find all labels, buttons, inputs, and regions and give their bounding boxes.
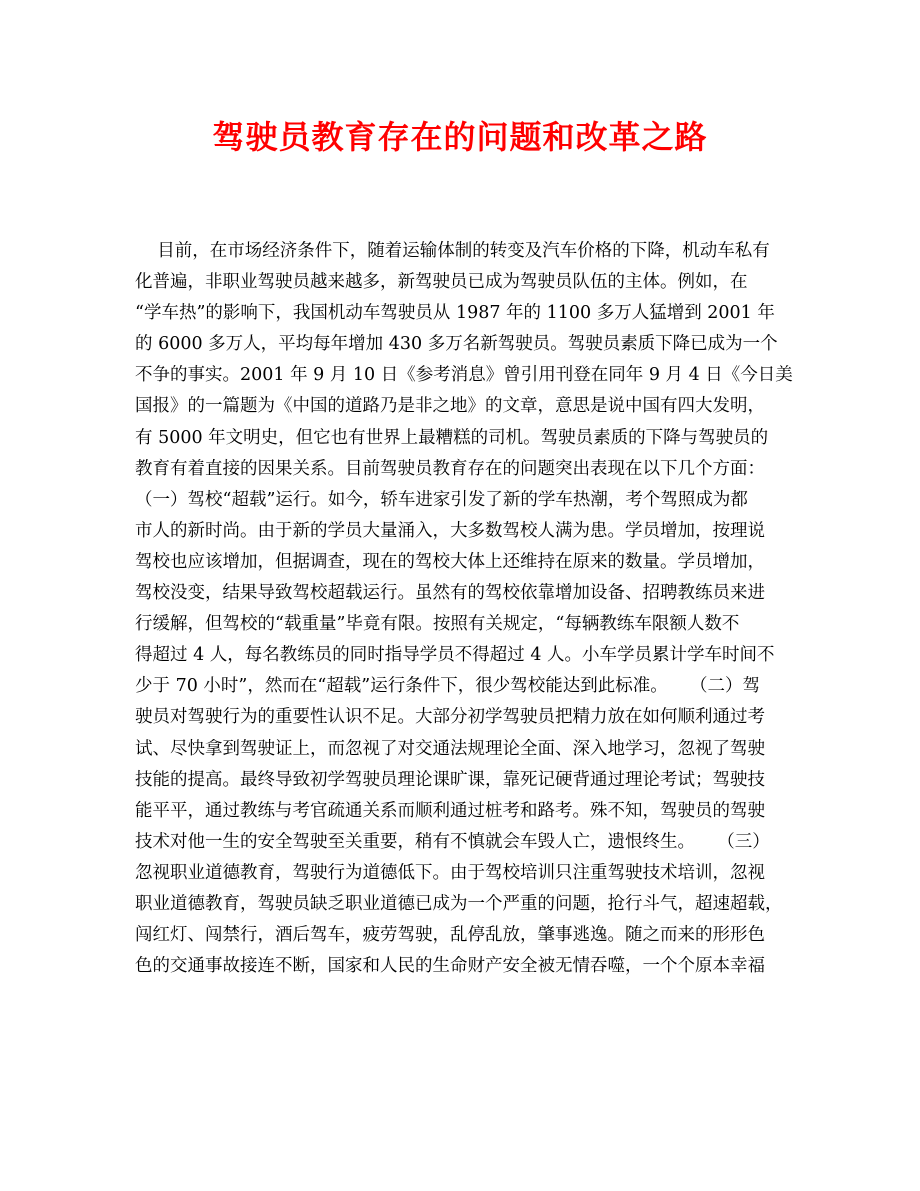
text-line: 驾校也应该增加，但据调查，现在的驾校大体上还维持在原来的数量。学员增加，: [135, 551, 765, 572]
text-line: 行缓解，但驾校的“载重量”毕竟有限。按照有关规定，“每辆教练车限额人数不: [135, 614, 740, 635]
document-body: [135, 236, 795, 982]
text-line: 试、尽快拿到驾驶证上，而忽视了对交通法规理论全面、深入地学习，忽视了驾驶: [135, 738, 765, 759]
text-line: 忽视职业道德教育，驾驶行为道德低下。由于驾校培训只注重驾驶技术培训，忽视: [135, 862, 765, 883]
text-line: 的 6000 多万人，平均每年增加 430 多万名新驾驶员。驾驶员素质下降已成为一个: [135, 334, 778, 355]
text-line: 驾校没变，结果导致驾校超载运行。虽然有的驾校依靠增加设备、招聘教练员来进: [135, 583, 765, 604]
text-line: 不争的事实。2001 年 9 月 10 日《参考消息》曾引用刊登在同年 9 月 4 日《今日美: [135, 365, 793, 386]
text-line: 有 5000 年文明史，但它也有世界上最糟糕的司机。驾驶员素质的下降与驾驶员的: [135, 427, 769, 448]
text-line: 目前，在市场经济条件下，随着运输体制的转变及汽车价格的下降，机动车私有: [135, 241, 770, 261]
text-line: 少于 70 小时”，然而在“超载”运行条件下，很少驾校能达到此标准。 （二）驾: [135, 676, 760, 697]
text-line: 教育有着直接的因果关系。目前驾驶员教育存在的问题突出表现在以下几个方面：: [135, 458, 765, 479]
text-line: “学车热”的影响下，我国机动车驾驶员从 1987 年的 1100 多万人猛增到 2001 年: [135, 303, 775, 324]
document-title: 驾驶员教育存在的问题和改革之路: [212, 118, 708, 156]
text-line: 得超过 4 人，每名教练员的同时指导学员不得超过 4 人。小车学员累计学车时间不: [135, 645, 775, 666]
text-line: 国报》的一篇题为《中国的道路乃是非之地》的文章，意思是说中国有四大发明，: [135, 396, 765, 417]
text-line: 能平平，通过教练与考官疏通关系而顺利通过桩考和路考。殊不知，驾驶员的驾驶: [135, 800, 765, 821]
text-line: （一）驾校“超载”运行。如今，轿车进家引发了新的学车热潮，考个驾照成为都: [135, 489, 748, 510]
text-line: 市人的新时尚。由于新的学员大量涌入，大多数驾校人满为患。学员增加，按理说: [135, 520, 765, 541]
text-line: 技术对他一生的安全驾驶至关重要，稍有不慎就会车毁人亡，遗恨终生。 （三）: [135, 831, 770, 852]
text-line: 职业道德教育，驾驶员缺乏职业道德已成为一个严重的问题，抢行斗气，超速超载，: [135, 893, 783, 914]
text-line: 驶员对驾驶行为的重要性认识不足。大部分初学驾驶员把精力放在如何顺利通过考: [135, 707, 765, 728]
text-line: 化普遍，非职业驾驶员越来越多，新驾驶员已成为驾驶员队伍的主体。例如，在: [135, 272, 748, 293]
text-line: 色的交通事故接连不断，国家和人民的生命财产安全被无情吞噬，一个个原本幸福: [135, 956, 765, 977]
text-line: 闯红灯、闯禁行，酒后驾车，疲劳驾驶，乱停乱放，肇事逃逸。随之而来的形形色: [135, 925, 765, 946]
text-line: 技能的提高。最终导致初学驾驶员理论课旷课，靠死记硬背通过理论考试；驾驶技: [135, 769, 765, 790]
